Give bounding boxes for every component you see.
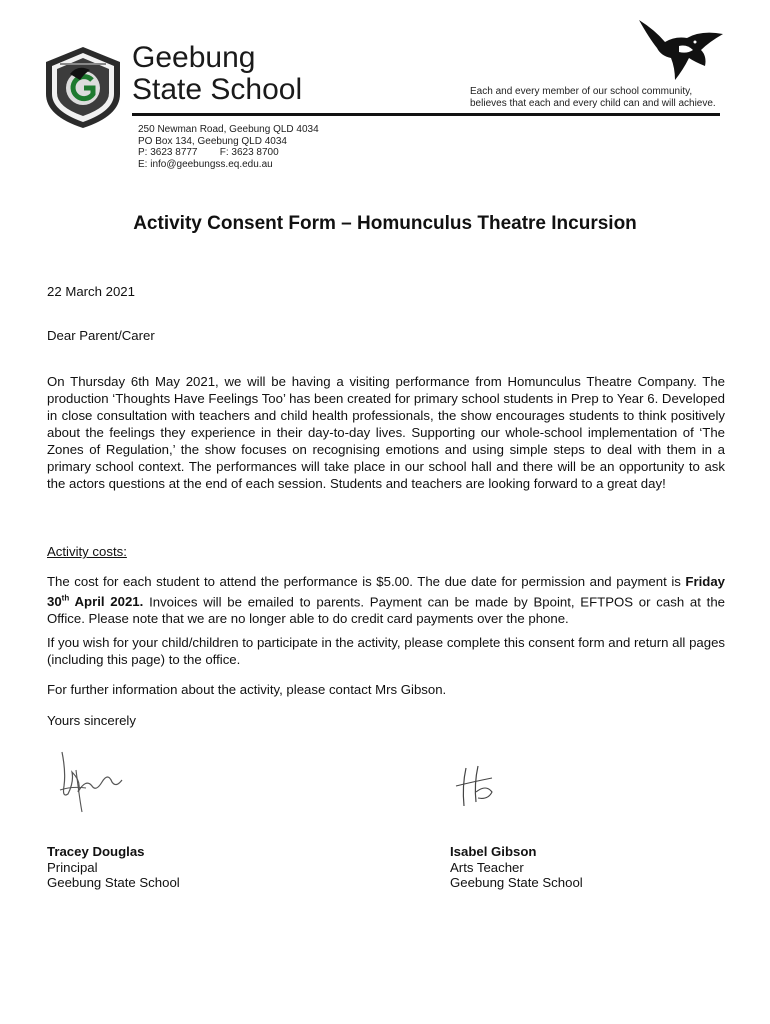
info-paragraph: For further information about the activity, please contact Mrs Gibson. (47, 682, 447, 697)
school-name (132, 42, 302, 106)
address-line2: PO Box 134, Geebung QLD 4034 (138, 135, 287, 147)
header-divider (132, 113, 720, 116)
activity-costs-heading: Activity costs: (47, 544, 127, 559)
form-title: Activity Consent Form – Homunculus Theatre Incursion (133, 213, 637, 234)
body-paragraph: On Thursday 6th May 2021, we will be having a visiting performance from Homunculus Theatre Company. The production ‘Thoughts Have Feelings Too’ has been created for primary school students in Prep to Year 6. Developed in close consultation with teachers and child health professionals, the show encourages students to think positively about the feelings they experience in their day-to-day lives. Supporting our whole-school implementation of ‘The Zones of Regulation,’ the show focuses on recognising emotions and using simple steps to deal with them in a primary school context. The performances will take place in our school hall and there will be an opportunity to ask the actors questions at the end of each session. Students and teachers are looking forward to a great day! (47, 374, 725, 491)
costs-text-after: Invoices will be emailed to parents. Payment can be made by Bpoint, EFTPOS or cash at the Office. Please note that we are no longer able to do credit card payments over the phone. (47, 594, 725, 627)
motto-line1: Each and every member of our school community, (470, 86, 693, 97)
signatory-principal (47, 844, 180, 891)
activity-costs-paragraph (47, 573, 725, 627)
signatory-arts-teacher (450, 844, 583, 891)
motto-line2: believes that each and every child can and will achieve. (470, 98, 716, 109)
school-name-line1: Geebung (132, 41, 256, 74)
signatory-name: Tracey Douglas (47, 844, 145, 859)
magpie-bird-icon (635, 16, 727, 84)
consent-paragraph: If you wish for your child/children to participate in the activity, please complete this consent form and return all pages (including this page) to the office. (47, 635, 725, 667)
email-address: E: info@geebungss.eq.edu.au (138, 158, 273, 170)
school-motto (470, 86, 740, 110)
signature-douglas-image (52, 742, 130, 814)
signatory-name: Isabel Gibson (450, 844, 537, 859)
signatory-school: Geebung State School (450, 875, 583, 890)
signatory-role: Principal (47, 859, 98, 875)
signature-gibson-image (452, 762, 498, 810)
signatory-role: Arts Teacher (450, 859, 524, 875)
due-date: Friday 30th April 2021. (47, 574, 725, 610)
address-line1: 250 Newman Road, Geebung QLD 4034 (138, 124, 319, 135)
signatory-school: Geebung State School (47, 875, 180, 890)
phone-number: P: 3623 8777 (138, 147, 198, 158)
fax-number: F: 3623 8700 (219, 147, 279, 158)
contact-details (138, 124, 319, 170)
costs-text-before: The cost for each student to attend the performance is $5.00. The due date for permission and payment is (47, 574, 686, 589)
salutation: Dear Parent/Carer (47, 328, 155, 343)
school-name-line2: State School (132, 73, 303, 106)
phone-fax-row (138, 147, 319, 159)
letter-date: 22 March 2021 (47, 284, 135, 299)
closing-line: Yours sincerely (47, 713, 136, 728)
school-crest-logo (40, 44, 126, 130)
